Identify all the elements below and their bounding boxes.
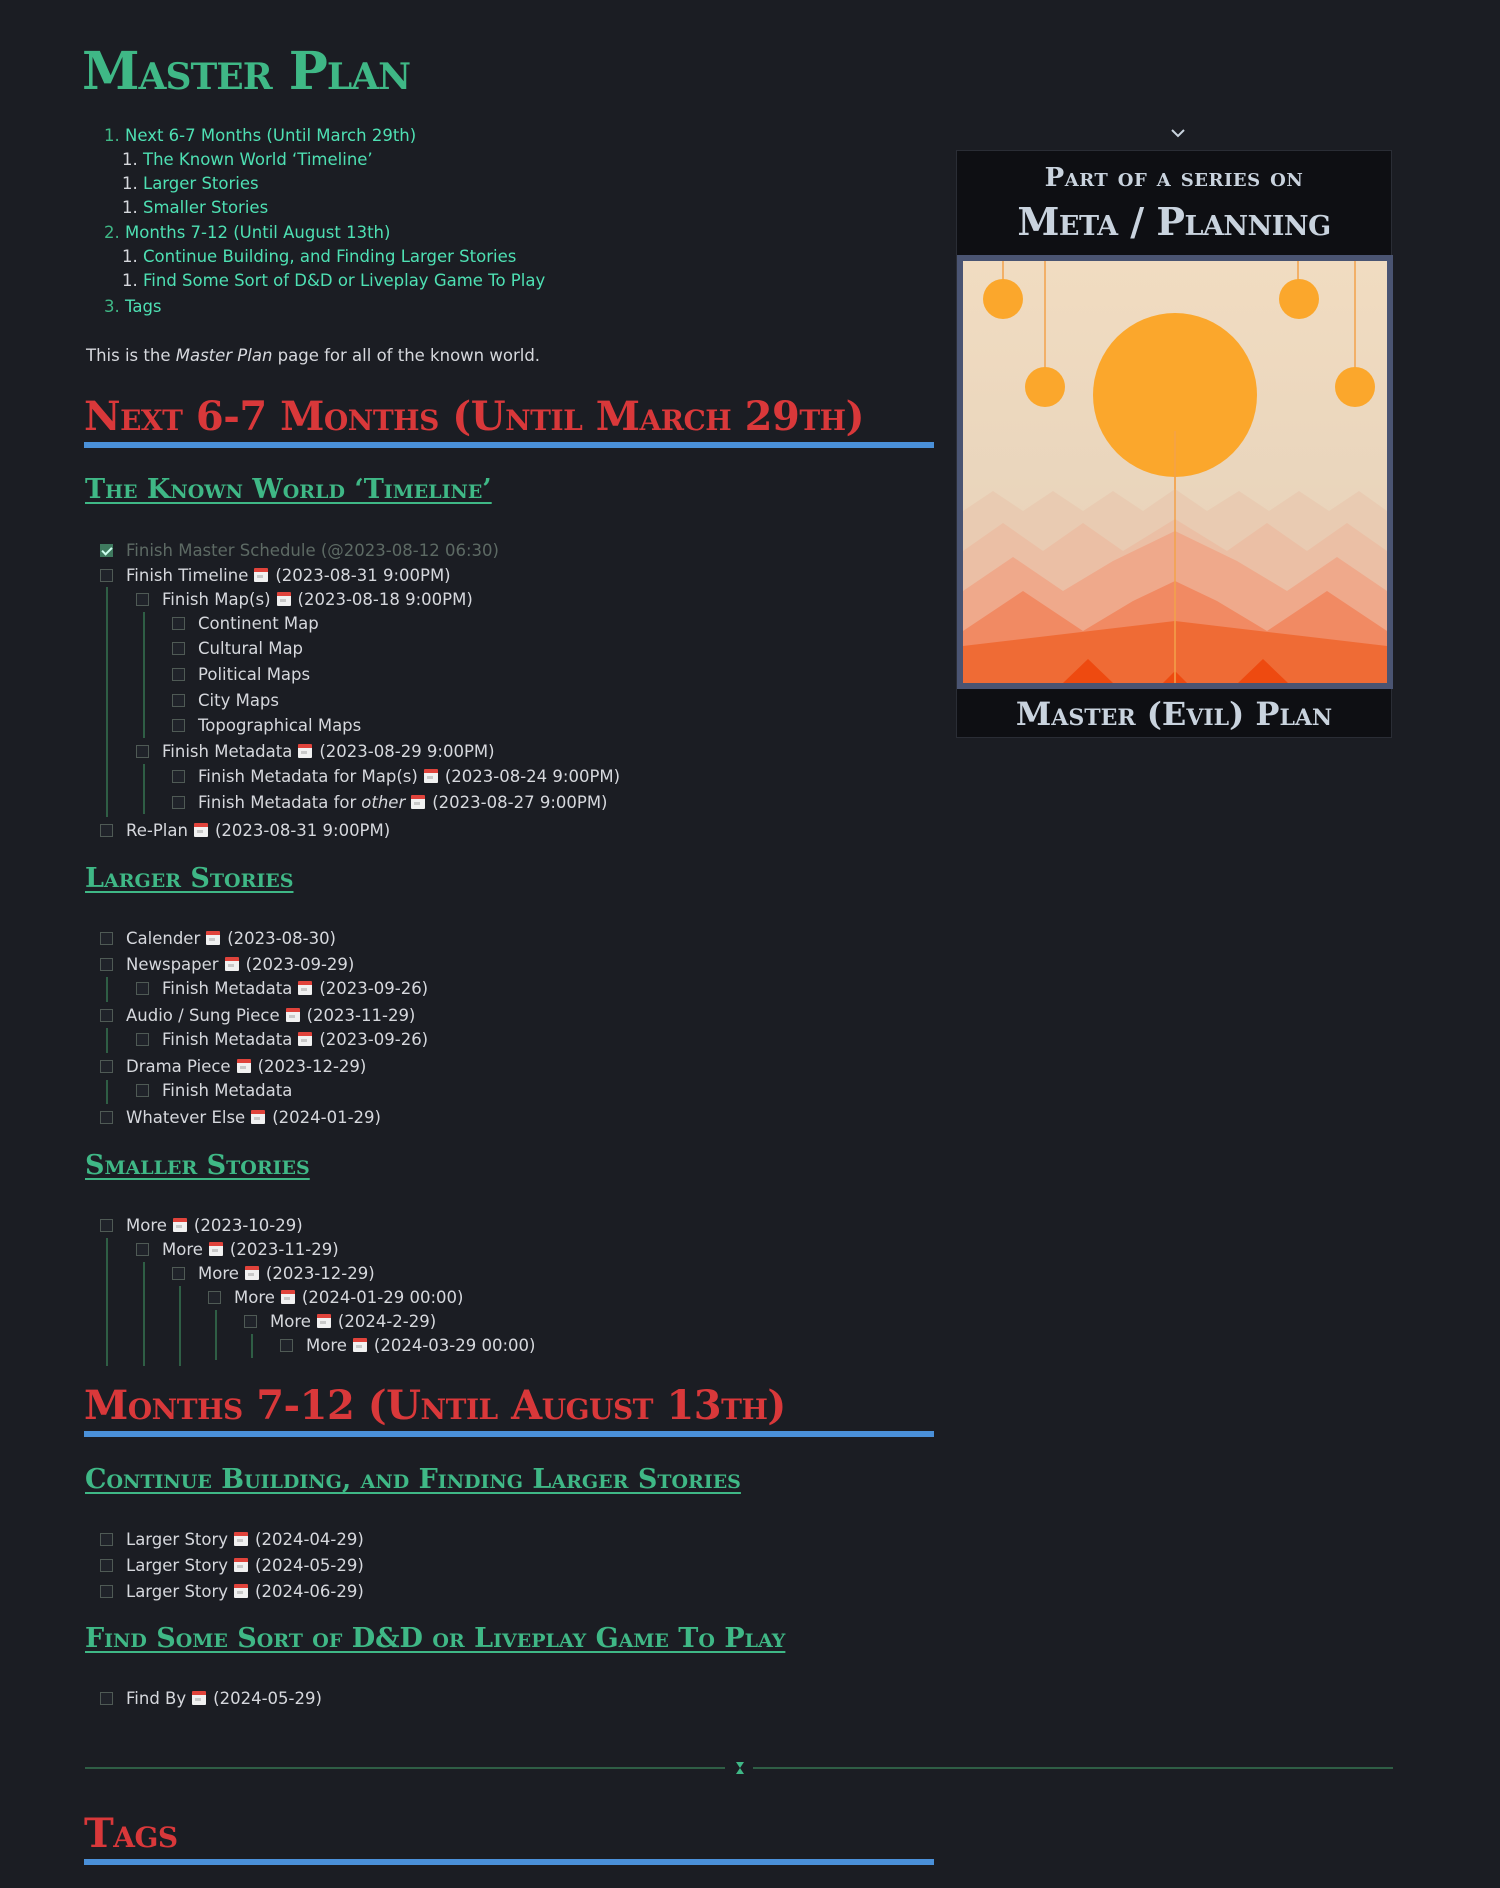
task-item — [136, 1078, 292, 1102]
intro-text: This is the — [86, 346, 176, 365]
calendar-icon — [298, 1032, 312, 1046]
task-label: Finish Metadata — [162, 1080, 293, 1100]
calendar-icon — [411, 795, 425, 809]
section-heading-tags: Tags — [84, 1810, 934, 1865]
task-date: (2023-08-29 9:00PM) — [319, 741, 495, 761]
task-label: Finish Metadata for Map(s) — [198, 766, 418, 786]
calendar-icon — [194, 823, 208, 837]
toc-item[interactable] — [122, 246, 516, 268]
task-label: Finish Metadata — [162, 1029, 293, 1049]
toc-link-larger-stories[interactable]: Larger Stories — [143, 174, 259, 193]
task-item — [172, 688, 279, 712]
task-label: More — [198, 1263, 239, 1283]
task-date: (2024-2-29) — [337, 1311, 437, 1331]
infobox — [956, 150, 1392, 738]
subsection-heading-find-game: Find Some Sort of D&D or Liveplay Game To Play — [85, 1623, 786, 1654]
task-item — [100, 1003, 415, 1027]
task-date: (2024-01-29) — [272, 1107, 381, 1127]
toc-item[interactable] — [104, 296, 162, 318]
task-date: (2023-08-24 9:00PM) — [444, 766, 621, 786]
task-label: More — [270, 1311, 311, 1331]
checkbox[interactable] — [100, 1533, 113, 1546]
task-item — [100, 1213, 303, 1237]
calendar-icon — [424, 769, 438, 783]
checkbox[interactable] — [172, 770, 185, 783]
toc-item[interactable] — [122, 173, 259, 195]
tree-line — [106, 1080, 108, 1104]
calendar-icon — [206, 931, 220, 945]
task-item — [172, 764, 620, 788]
task-label: Larger Story — [126, 1581, 229, 1601]
task-item — [100, 1105, 381, 1129]
task-item — [100, 1579, 364, 1603]
task-date: (2024-04-29) — [255, 1529, 364, 1549]
task-label-emphasis: other — [361, 792, 406, 812]
task-date: (2023-09-26) — [319, 978, 429, 998]
task-date: (2023-12-29) — [257, 1056, 367, 1076]
task-item — [172, 662, 310, 686]
calendar-icon — [173, 1218, 187, 1232]
checkbox[interactable] — [100, 958, 113, 971]
checkbox[interactable] — [100, 1060, 113, 1073]
task-item — [136, 1027, 428, 1051]
toc-link-continue-building[interactable]: Continue Building, and Finding Larger Stories — [143, 247, 517, 266]
subsection-heading-timeline: The Known World ‘Timeline’ — [85, 474, 492, 505]
checkbox[interactable] — [136, 1243, 149, 1256]
task-label: Re-Plan — [126, 820, 188, 840]
toc-link-smaller-stories[interactable]: Smaller Stories — [143, 198, 269, 217]
checkbox[interactable] — [136, 745, 149, 758]
checkbox[interactable] — [280, 1339, 293, 1352]
task-label: Finish Timeline — [126, 565, 249, 585]
task-label: More — [306, 1335, 347, 1355]
intro-emphasis: Master Plan — [175, 346, 273, 365]
calendar-icon — [192, 1691, 206, 1705]
calendar-icon — [277, 592, 291, 606]
task-label: Finish Metadata for — [198, 792, 357, 812]
task-label: Larger Story — [126, 1555, 229, 1575]
page-title: Master Plan — [82, 41, 410, 102]
intro-paragraph — [86, 345, 540, 367]
task-date: (2023-08-31 9:00PM) — [214, 820, 391, 840]
task-date: (2023-11-29) — [306, 1005, 416, 1025]
calendar-icon — [286, 1008, 300, 1022]
toc-link-months-7-12[interactable]: Months 7-12 (Until August 13th) — [125, 223, 391, 242]
task-item — [100, 1686, 322, 1710]
task-item — [172, 1261, 375, 1285]
calendar-icon — [234, 1558, 248, 1572]
calendar-icon — [353, 1338, 367, 1352]
calendar-icon — [234, 1584, 248, 1598]
task-label: More — [234, 1287, 275, 1307]
calendar-icon — [234, 1532, 248, 1546]
task-date: (2024-01-29 00:00) — [301, 1287, 464, 1307]
infobox-subtitle: Part of a series on — [1044, 163, 1304, 193]
toc-link-tags[interactable]: Tags — [125, 297, 162, 316]
intro-text: page for all of the known world. — [272, 346, 541, 365]
task-date: (2024-06-29) — [255, 1581, 364, 1601]
task-item — [136, 739, 495, 763]
toc-item[interactable] — [122, 149, 373, 171]
task-item — [172, 790, 608, 814]
calendar-icon — [251, 1110, 265, 1124]
checkbox[interactable] — [244, 1315, 257, 1328]
checkbox[interactable] — [136, 1033, 149, 1046]
checkbox[interactable] — [172, 719, 185, 732]
task-date: (2023-09-29) — [245, 954, 355, 974]
checkbox[interactable] — [100, 1692, 113, 1705]
infobox-caption: Master (Evil) Plan — [1015, 695, 1333, 733]
tree-line — [106, 1238, 108, 1366]
task-date: (2023-08-27 9:00PM) — [432, 792, 608, 812]
checkbox[interactable] — [100, 1585, 113, 1598]
calendar-icon — [254, 568, 268, 582]
task-label: City Maps — [198, 690, 280, 710]
checkbox[interactable] — [100, 932, 113, 945]
task-label: Finish Master Schedule (@2023-08-12 06:30) — [126, 540, 499, 560]
checkbox[interactable] — [208, 1291, 221, 1304]
task-item — [100, 1054, 366, 1078]
calendar-icon — [209, 1242, 223, 1256]
task-date: (2023-10-29) — [193, 1215, 303, 1235]
toc-item[interactable] — [104, 125, 416, 147]
checkbox[interactable] — [172, 796, 185, 809]
infobox-heading: Meta / Planning — [1017, 199, 1331, 244]
checkbox[interactable] — [100, 1219, 113, 1232]
task-item — [100, 818, 390, 842]
task-item — [136, 976, 428, 1000]
chevron-down-icon[interactable] — [1168, 126, 1188, 142]
task-label: More — [126, 1215, 167, 1235]
toc-number: 1. — [122, 247, 138, 266]
subsection-heading-smaller-stories: Smaller Stories — [85, 1150, 310, 1181]
tree-line — [106, 587, 108, 817]
toc-link-next-months[interactable]: Next 6-7 Months (Until March 29th) — [125, 126, 417, 145]
sun-mountains-artwork — [963, 261, 1387, 683]
task-item — [136, 1237, 339, 1261]
task-item — [244, 1309, 436, 1333]
task-item — [100, 563, 451, 587]
checkbox[interactable] — [100, 1111, 113, 1124]
task-label: Calender — [126, 928, 201, 948]
task-date: (2023-08-18 9:00PM) — [297, 589, 473, 609]
task-date: (2023-09-26) — [319, 1029, 429, 1049]
toc-link-find-game[interactable]: Find Some Sort of D&D or Liveplay Game To Play — [143, 271, 546, 290]
calendar-icon — [298, 981, 312, 995]
toc-link-timeline[interactable]: The Known World ‘Timeline’ — [143, 150, 373, 169]
task-item — [100, 1527, 364, 1551]
calendar-icon — [298, 744, 312, 758]
calendar-icon — [237, 1059, 251, 1073]
task-date: (2023-08-31 9:00PM) — [275, 565, 451, 585]
toc-item[interactable] — [122, 270, 545, 292]
calendar-icon — [317, 1314, 331, 1328]
subsection-heading-continue-building: Continue Building, and Finding Larger Stories — [85, 1464, 741, 1495]
task-item — [100, 926, 336, 950]
task-date: (2024-03-29 00:00) — [373, 1335, 536, 1355]
checkbox[interactable] — [100, 1009, 113, 1022]
task-label: Cultural Map — [198, 638, 304, 658]
task-label: Finish Map(s) — [162, 589, 271, 609]
tree-line — [215, 1310, 217, 1360]
calendar-icon — [281, 1290, 295, 1304]
tree-line — [106, 1028, 108, 1053]
section-divider — [85, 1760, 1393, 1776]
tree-line — [143, 764, 145, 814]
toc-number: 1. — [122, 150, 138, 169]
checkbox[interactable] — [172, 617, 185, 630]
checkbox[interactable] — [136, 1084, 149, 1097]
task-item — [172, 713, 361, 737]
infobox-image — [957, 255, 1393, 689]
task-item — [172, 611, 319, 635]
tree-line — [179, 1286, 181, 1366]
toc-item[interactable] — [122, 197, 268, 219]
task-label: Topographical Maps — [198, 715, 362, 735]
task-date: (2023-11-29) — [229, 1239, 339, 1259]
checkbox[interactable] — [100, 569, 113, 582]
checkbox[interactable] — [136, 593, 149, 606]
checkbox[interactable] — [172, 642, 185, 655]
tree-line — [143, 612, 145, 738]
tree-line — [251, 1334, 253, 1358]
task-item — [136, 587, 473, 611]
subsection-heading-larger-stories: Larger Stories — [85, 863, 294, 894]
task-label: Drama Piece — [126, 1056, 231, 1076]
section-heading-next-months: Next 6-7 Months (Until March 29th) — [84, 393, 934, 448]
task-date: (2023-08-30) — [227, 928, 336, 948]
task-item — [100, 1553, 364, 1577]
calendar-icon — [225, 957, 239, 971]
calendar-icon — [245, 1266, 259, 1280]
section-heading-months-7-12: Months 7-12 (Until August 13th) — [84, 1382, 934, 1437]
tree-line — [143, 1262, 145, 1366]
task-label: Larger Story — [126, 1529, 229, 1549]
task-date: (2023-12-29) — [265, 1263, 375, 1283]
checkbox[interactable] — [100, 1559, 113, 1572]
task-label: Whatever Else — [126, 1107, 246, 1127]
checkbox[interactable] — [172, 694, 185, 707]
task-label: Continent Map — [198, 613, 319, 633]
toc-number: 1. — [122, 198, 138, 217]
task-item — [100, 538, 499, 562]
task-date: (2024-05-29) — [255, 1555, 364, 1575]
task-label: Newspaper — [126, 954, 219, 974]
task-label: Political Maps — [198, 664, 311, 684]
task-label: Finish Metadata — [162, 978, 293, 998]
tree-line — [106, 977, 108, 1002]
task-item — [280, 1333, 535, 1357]
task-label: Find By — [126, 1688, 187, 1708]
task-item — [100, 952, 354, 976]
task-label: More — [162, 1239, 203, 1259]
task-date: (2024-05-29) — [213, 1688, 322, 1708]
task-item — [208, 1285, 463, 1309]
checkbox[interactable] — [172, 668, 185, 681]
toc-item[interactable] — [104, 222, 390, 244]
checkbox[interactable] — [100, 544, 113, 557]
toc-number: 1. — [122, 174, 138, 193]
toc-number: 1. — [104, 126, 120, 145]
task-item — [172, 636, 303, 660]
checkbox[interactable] — [100, 824, 113, 837]
task-label: Finish Metadata — [162, 741, 293, 761]
checkbox[interactable] — [172, 1267, 185, 1280]
checkbox[interactable] — [136, 982, 149, 995]
toc-number: 1. — [122, 271, 138, 290]
task-label: Audio / Sung Piece — [126, 1005, 280, 1025]
toc-number: 3. — [104, 297, 120, 316]
hourglass-icon — [733, 1761, 747, 1775]
toc-number: 2. — [104, 223, 120, 242]
